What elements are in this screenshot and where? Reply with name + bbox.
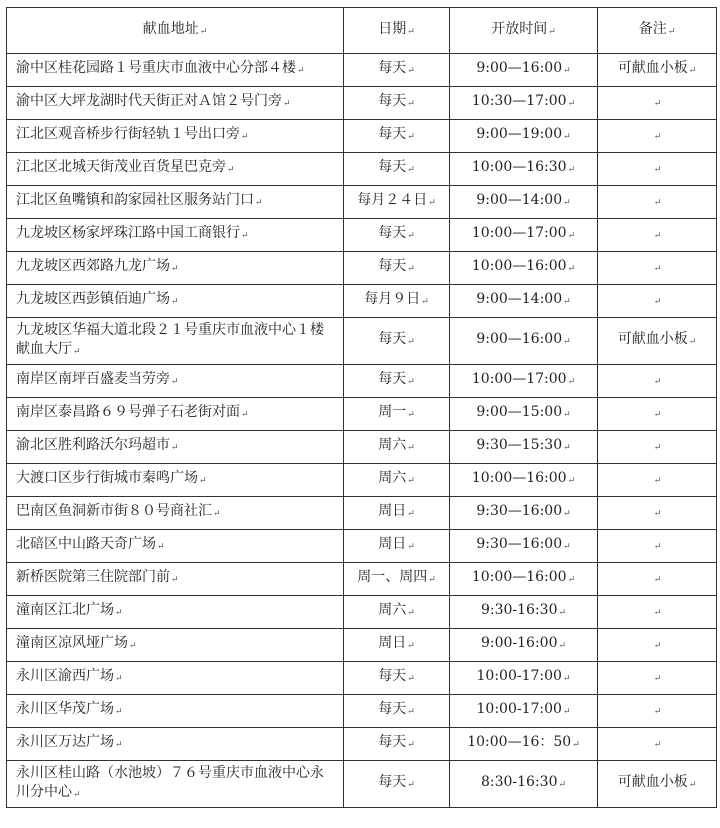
cell-date: 周六↵ [344, 431, 450, 464]
cell-date: 周日↵ [344, 497, 450, 530]
cell-hours: 10:00—16:00↵ [450, 464, 598, 497]
cell-note [598, 695, 717, 728]
cell-note [598, 252, 717, 285]
paragraph-mark-icon: ↵ [407, 443, 415, 453]
paragraph-mark-icon: ↵ [407, 66, 415, 76]
paragraph-mark-icon: ↵ [563, 509, 571, 519]
cell-note: 可献血小板↵ [598, 318, 717, 365]
paragraph-mark-icon: ↵ [653, 740, 662, 750]
cell-hours: 9:30—15:30↵ [450, 431, 598, 464]
paragraph-mark-icon: ↵ [653, 641, 662, 651]
cell-date: 周六↵ [344, 596, 450, 629]
paragraph-mark-icon: ↵ [213, 509, 221, 519]
cell-address: 永川区桂山路（水池坡）７６号重庆市血液中心永川分中心↵ [7, 761, 344, 808]
cell-note [598, 629, 717, 662]
paragraph-mark-icon: ↵ [115, 707, 123, 717]
cell-date: 每天↵ [344, 318, 450, 365]
cell-note [598, 87, 717, 120]
cell-address: 新桥医院第三住院部门前↵ [7, 563, 344, 596]
paragraph-mark-icon: ↵ [115, 608, 123, 618]
paragraph-mark-icon: ↵ [667, 26, 676, 37]
cell-date: 周日↵ [344, 629, 450, 662]
cell-date: 每天↵ [344, 87, 450, 120]
table-row [7, 530, 717, 563]
paragraph-mark-icon: ↵ [241, 231, 249, 241]
cell-note [598, 120, 717, 153]
paragraph-mark-icon: ↵ [407, 132, 415, 142]
paragraph-mark-icon: ↵ [428, 575, 436, 585]
table-row [7, 219, 717, 252]
paragraph-mark-icon: ↵ [567, 165, 576, 175]
cell-date: 每天↵ [344, 695, 450, 728]
paragraph-mark-icon: ↵ [558, 780, 567, 790]
paragraph-mark-icon: ↵ [563, 443, 571, 453]
paragraph-mark-icon: ↵ [171, 297, 179, 307]
paragraph-mark-icon: ↵ [567, 99, 576, 109]
paragraph-mark-icon: ↵ [653, 198, 662, 208]
paragraph-mark-icon: ↵ [653, 297, 662, 307]
paragraph-mark-icon: ↵ [407, 264, 415, 274]
cell-hours: 8:30-16:30↵ [450, 761, 598, 808]
cell-address: 九龙坡区华福大道北段２１号重庆市血液中心１楼献血大厅↵ [7, 318, 344, 365]
paragraph-mark-icon: ↵ [563, 542, 571, 552]
paragraph-mark-icon: ↵ [297, 66, 305, 76]
cell-address: 九龙坡区杨家坪珠江路中国工商银行↵ [7, 219, 344, 252]
paragraph-mark-icon: ↵ [407, 26, 415, 37]
cell-note [598, 186, 717, 219]
paragraph-mark-icon: ↵ [421, 297, 429, 307]
cell-date: 周一↵ [344, 398, 450, 431]
cell-note [598, 285, 717, 318]
paragraph-mark-icon: ↵ [157, 542, 165, 552]
paragraph-mark-icon: ↵ [407, 740, 415, 750]
cell-hours: 10:00—16:30↵ [450, 153, 598, 186]
paragraph-mark-icon: ↵ [567, 231, 576, 241]
cell-hours: 9:30-16:30↵ [450, 596, 598, 629]
cell-hours: 10:00—16:00↵ [450, 252, 598, 285]
cell-hours: 10:00-17:00↵ [450, 695, 598, 728]
cell-address: 九龙坡区西彭镇佰迪广场↵ [7, 285, 344, 318]
cell-date: 每月９日↵ [344, 285, 450, 318]
cell-note [598, 563, 717, 596]
paragraph-mark-icon: ↵ [407, 165, 415, 175]
cell-address: 南岸区南坪百盛麦当劳旁↵ [7, 365, 344, 398]
paragraph-mark-icon: ↵ [558, 608, 567, 618]
table-row [7, 596, 717, 629]
paragraph-mark-icon: ↵ [563, 410, 571, 420]
cell-note [598, 530, 717, 563]
cell-hours: 9:30—16:00↵ [450, 497, 598, 530]
paragraph-mark-icon: ↵ [407, 377, 415, 387]
paragraph-mark-icon: ↵ [428, 198, 436, 208]
header-date: 日期↵ [344, 8, 450, 54]
paragraph-mark-icon: ↵ [562, 707, 571, 717]
cell-address: 九龙坡区西郊路九龙广场↵ [7, 252, 344, 285]
table-row [7, 398, 717, 431]
paragraph-mark-icon: ↵ [653, 608, 662, 618]
paragraph-mark-icon: ↵ [73, 346, 81, 357]
paragraph-mark-icon: ↵ [688, 66, 697, 76]
cell-hours: 9:00—16:00↵ [450, 318, 598, 365]
paragraph-mark-icon: ↵ [653, 377, 662, 387]
cell-note [598, 497, 717, 530]
blood-donation-sites-table [6, 7, 717, 808]
paragraph-mark-icon: ↵ [567, 476, 576, 486]
table-row [7, 695, 717, 728]
cell-address: 大渡口区步行街城市秦鸣广场↵ [7, 464, 344, 497]
paragraph-mark-icon: ↵ [572, 740, 580, 750]
paragraph-mark-icon: ↵ [241, 132, 249, 142]
paragraph-mark-icon: ↵ [407, 337, 415, 347]
paragraph-mark-icon: ↵ [407, 231, 415, 241]
cell-note [598, 398, 717, 431]
paragraph-mark-icon: ↵ [171, 377, 179, 387]
table-row [7, 54, 717, 87]
cell-hours: 9:00—14:00↵ [450, 285, 598, 318]
paragraph-mark-icon: ↵ [563, 132, 571, 142]
paragraph-mark-icon: ↵ [653, 132, 662, 142]
table-row [7, 497, 717, 530]
paragraph-mark-icon: ↵ [563, 66, 571, 76]
cell-note [598, 153, 717, 186]
paragraph-mark-icon: ↵ [407, 542, 415, 552]
cell-note [598, 431, 717, 464]
paragraph-mark-icon: ↵ [653, 99, 662, 109]
paragraph-mark-icon: ↵ [653, 165, 662, 175]
table-row [7, 285, 717, 318]
cell-address: 渝中区大坪龙湖时代天街正对Ａ馆２号门旁↵ [7, 87, 344, 120]
paragraph-mark-icon: ↵ [563, 198, 571, 208]
paragraph-mark-icon: ↵ [567, 575, 576, 585]
cell-note [598, 662, 717, 695]
table-row [7, 464, 717, 497]
cell-date: 每天↵ [344, 54, 450, 87]
paragraph-mark-icon: ↵ [227, 165, 235, 175]
paragraph-mark-icon: ↵ [653, 575, 662, 585]
table-row [7, 629, 717, 662]
table-row [7, 120, 717, 153]
cell-note [598, 464, 717, 497]
paragraph-mark-icon: ↵ [241, 410, 249, 420]
cell-hours: 9:00—15:00↵ [450, 398, 598, 431]
paragraph-mark-icon: ↵ [171, 575, 179, 585]
cell-note: 可献血小板↵ [598, 761, 717, 808]
cell-address: 江北区鱼嘴镇和韵家园社区服务站门口↵ [7, 186, 344, 219]
cell-hours: 9:00—14:00↵ [450, 186, 598, 219]
cell-note: 可献血小板↵ [598, 54, 717, 87]
cell-hours: 9:30—16:00↵ [450, 530, 598, 563]
paragraph-mark-icon: ↵ [407, 780, 415, 790]
paragraph-mark-icon: ↵ [199, 26, 208, 37]
cell-date: 每月２４日↵ [344, 186, 450, 219]
header-hours: 开放时间↵ [450, 8, 598, 54]
paragraph-mark-icon: ↵ [653, 231, 662, 241]
header-note: 备注↵ [598, 8, 717, 54]
cell-address: 南岸区泰昌路６９号弹子石老街对面↵ [7, 398, 344, 431]
table-row [7, 563, 717, 596]
paragraph-mark-icon: ↵ [407, 476, 415, 486]
cell-address: 潼南区凉风垭广场↵ [7, 629, 344, 662]
paragraph-mark-icon: ↵ [653, 674, 662, 684]
cell-date: 每天↵ [344, 153, 450, 186]
cell-note [598, 596, 717, 629]
paragraph-mark-icon: ↵ [115, 674, 123, 684]
paragraph-mark-icon: ↵ [688, 337, 697, 347]
paragraph-mark-icon: ↵ [562, 674, 571, 684]
cell-address: 北碚区中山路天奇广场↵ [7, 530, 344, 563]
table-row [7, 186, 717, 219]
paragraph-mark-icon: ↵ [171, 443, 179, 453]
paragraph-mark-icon: ↵ [115, 740, 123, 750]
table-row [7, 87, 717, 120]
paragraph-mark-icon: ↵ [653, 264, 662, 274]
paragraph-mark-icon: ↵ [653, 707, 662, 717]
cell-date: 每天↵ [344, 219, 450, 252]
paragraph-mark-icon: ↵ [407, 99, 415, 109]
cell-hours: 10:00—16:00↵ [450, 563, 598, 596]
paragraph-mark-icon: ↵ [199, 476, 207, 486]
table-row [7, 761, 717, 808]
cell-note [598, 365, 717, 398]
cell-date: 每天↵ [344, 365, 450, 398]
cell-hours: 9:00—16:00↵ [450, 54, 598, 87]
paragraph-mark-icon: ↵ [653, 410, 662, 420]
cell-address: 永川区华茂广场↵ [7, 695, 344, 728]
paragraph-mark-icon: ↵ [129, 641, 137, 651]
table-row [7, 365, 717, 398]
cell-hours: 10:00—16：50↵ [450, 728, 598, 761]
header-row [7, 8, 717, 54]
paragraph-mark-icon: ↵ [653, 509, 662, 519]
table-row [7, 431, 717, 464]
cell-hours: 9:00—19:00↵ [450, 120, 598, 153]
cell-address: 渝北区胜利路沃尔玛超市↵ [7, 431, 344, 464]
paragraph-mark-icon: ↵ [563, 297, 571, 307]
cell-date: 每天↵ [344, 252, 450, 285]
paragraph-mark-icon: ↵ [73, 789, 81, 800]
header-address: 献血地址↵ [7, 8, 344, 54]
paragraph-mark-icon: ↵ [567, 264, 576, 274]
cell-address: 潼南区江北广场↵ [7, 596, 344, 629]
paragraph-mark-icon: ↵ [407, 608, 415, 618]
cell-date: 每天↵ [344, 120, 450, 153]
cell-note [598, 728, 717, 761]
paragraph-mark-icon: ↵ [407, 641, 415, 651]
cell-hours: 10:00—17:00↵ [450, 365, 598, 398]
paragraph-mark-icon: ↵ [407, 707, 415, 717]
paragraph-mark-icon: ↵ [567, 377, 576, 387]
paragraph-mark-icon: ↵ [255, 198, 263, 208]
cell-address: 渝中区桂花园路１号重庆市血液中心分部４楼↵ [7, 54, 344, 87]
paragraph-mark-icon: ↵ [653, 542, 662, 552]
paragraph-mark-icon: ↵ [653, 476, 662, 486]
cell-date: 周六↵ [344, 464, 450, 497]
cell-date: 周日↵ [344, 530, 450, 563]
cell-hours: 10:00-17:00↵ [450, 662, 598, 695]
cell-date: 每天↵ [344, 662, 450, 695]
cell-hours: 9:00-16:00↵ [450, 629, 598, 662]
table-row [7, 153, 717, 186]
paragraph-mark-icon: ↵ [548, 26, 556, 37]
cell-date: 每天↵ [344, 761, 450, 808]
paragraph-mark-icon: ↵ [283, 99, 291, 109]
cell-date: 每天↵ [344, 728, 450, 761]
cell-address: 江北区观音桥步行街轻轨１号出口旁↵ [7, 120, 344, 153]
paragraph-mark-icon: ↵ [407, 509, 415, 519]
table-row [7, 252, 717, 285]
cell-hours: 10:30—17:00↵ [450, 87, 598, 120]
cell-address: 永川区渝西广场↵ [7, 662, 344, 695]
paragraph-mark-icon: ↵ [688, 780, 697, 790]
cell-address: 永川区万达广场↵ [7, 728, 344, 761]
cell-address: 巴南区鱼洞新市街８０号商社汇↵ [7, 497, 344, 530]
table-row [7, 662, 717, 695]
paragraph-mark-icon: ↵ [171, 264, 179, 274]
paragraph-mark-icon: ↵ [653, 443, 662, 453]
table-row [7, 728, 717, 761]
paragraph-mark-icon: ↵ [407, 674, 415, 684]
cell-hours: 10:00—17:00↵ [450, 219, 598, 252]
table-row [7, 318, 717, 365]
paragraph-mark-icon: ↵ [558, 641, 567, 651]
paragraph-mark-icon: ↵ [563, 337, 571, 347]
cell-note [598, 219, 717, 252]
cell-date: 周一、周四↵ [344, 563, 450, 596]
paragraph-mark-icon: ↵ [407, 410, 415, 420]
cell-address: 江北区北城天街茂业百货星巴克旁↵ [7, 153, 344, 186]
